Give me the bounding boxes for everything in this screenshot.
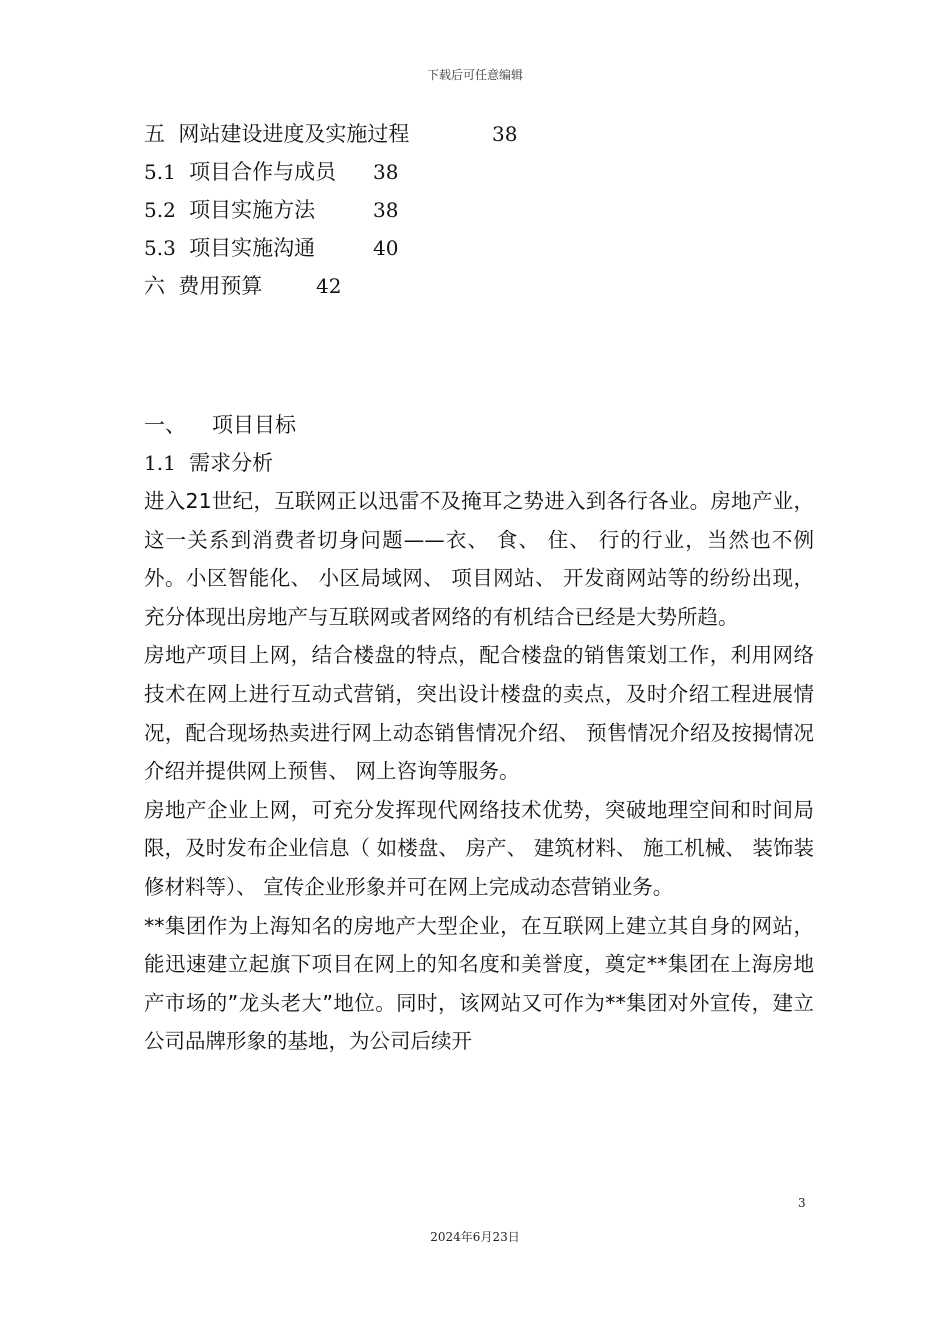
toc-entry-title: 项目实施方法: [189, 198, 316, 222]
paragraph: 房地产项目上网，结合楼盘的特点，配合楼盘的销售策划工作，利用网络技术在网上进行互动式营销，突出设计楼盘的卖点，及时介绍工程进展情况，配合现场热卖进行网上动态销售情况介绍、 预售情况介绍及按揭情况介绍并提供网上预售、 网上咨询等服务。: [144, 643, 814, 784]
toc-entry-number: 5.1: [144, 160, 176, 184]
section-number: 一、: [144, 413, 186, 437]
subsection-number: 1.1: [144, 451, 176, 475]
subsection-title: 需求分析: [189, 451, 274, 475]
toc-entry[interactable]: [144, 229, 824, 267]
paragraph: **集团作为上海知名的房地产大型企业，在互联网上建立其自身的网站，能迅速建立起旗下项目在网上的知名度和美誉度，奠定**集团在上海房地产市场的”龙头老大”地位。同时，该网站又可作为**集团对外宣传，建立公司品牌形象的基地，为公司后续开: [144, 913, 814, 1054]
toc-entry-title: 网站建设进度及实施过程: [178, 122, 410, 146]
toc-entry[interactable]: [144, 153, 824, 191]
toc-entry[interactable]: [144, 267, 824, 305]
table-of-contents: [144, 115, 824, 305]
paragraph: 进入21世纪，互联网正以迅雷不及掩耳之势进入到各行各业。房地产业，这一关系到消费者切身问题——衣、 食、 住、 行的行业，当然也不例外。小区智能化、 小区局域网、 项目网站、 开发商网站等的纷纷出现，充分体现出房地产与互联网或者网络的有机结合已经是大势所趋。: [144, 489, 814, 629]
toc-entry[interactable]: [144, 115, 824, 153]
page-footer-date: 2024年6月23日: [430, 1230, 520, 1244]
toc-entry-page: 40: [373, 236, 399, 260]
subsection-heading: [144, 444, 814, 482]
page-header: 下载后可任意编辑: [426, 68, 523, 82]
document-body: [144, 406, 814, 1061]
toc-entry-number: 5.2: [144, 198, 176, 222]
toc-entry-title: 费用预算: [178, 274, 263, 298]
toc-entry-number: 六: [144, 274, 165, 298]
toc-entry[interactable]: [144, 191, 824, 229]
toc-entry-title: 项目合作与成员: [189, 160, 337, 184]
section-heading: [144, 406, 814, 444]
toc-entry-page: 38: [373, 160, 399, 184]
paragraph: 房地产企业上网，可充分发挥现代网络技术优势，突破地理空间和时间局限，及时发布企业信息（ 如楼盘、 房产、 建筑材料、 施工机械、 装饰装修材料等）、 宣传企业形象并可在网上完成动态营销业务。: [144, 797, 814, 899]
toc-entry-page: 42: [316, 274, 342, 298]
toc-entry-number: 5.3: [144, 236, 176, 260]
page-number: 3: [798, 1196, 806, 1210]
toc-entry-page: 38: [492, 122, 518, 146]
toc-entry-title: 项目实施沟通: [189, 236, 316, 260]
toc-entry-page: 38: [373, 198, 399, 222]
section-title: 项目目标: [212, 413, 296, 437]
toc-entry-number: 五: [144, 122, 165, 146]
